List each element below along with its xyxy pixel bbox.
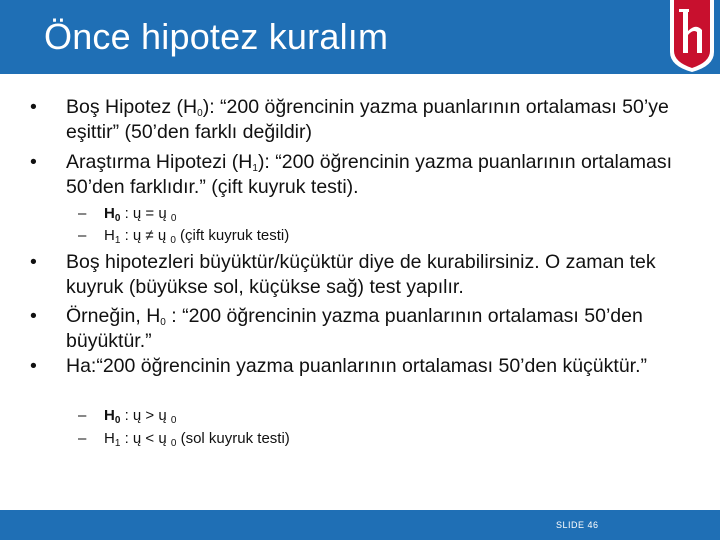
bullet-marker: •: [30, 305, 37, 327]
slide-title: Önce hipotez kuralım: [44, 16, 389, 57]
bullet-marker: •: [30, 251, 37, 273]
dash-marker: –: [78, 227, 87, 244]
bullet-marker: •: [30, 151, 37, 173]
bullet-marker: •: [30, 96, 37, 118]
university-logo-icon: [664, 0, 720, 74]
footer-bar: [0, 510, 720, 540]
slide-number: SLIDE 46: [556, 520, 599, 530]
dash-marker: –: [78, 430, 87, 447]
dash-marker: –: [78, 205, 87, 222]
dash-marker: –: [78, 407, 87, 424]
bullet-marker: •: [30, 355, 37, 377]
